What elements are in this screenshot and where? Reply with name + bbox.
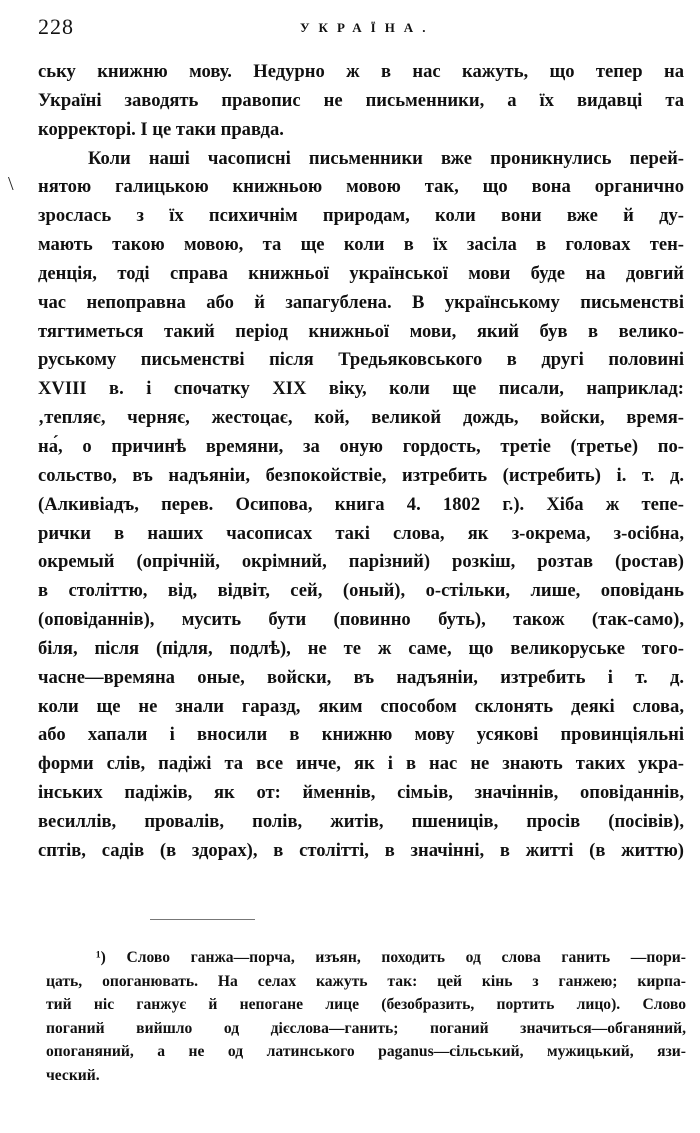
- body-line: (Алкивіадъ, перев. Осипова, книга 4. 1802 г.). Хіба ж тепе-: [38, 493, 684, 515]
- body-line: ‚тепляє, черняє, жестоцає, кой, великой дождь, войски, время-: [38, 407, 684, 429]
- body-line: в століттю, від, відвіт, сей, (оный), о-стільки, лише, оповідань: [38, 580, 684, 602]
- body-line: Коли наші часописні письменники вже проникнулись перей-: [88, 147, 684, 169]
- footnote-line: ¹) Слово ганжа—порча, изъян, походить од слова ганить —пори-: [96, 949, 686, 966]
- body-line: нятою галицькою книжньою мовою так, що вона органично: [38, 176, 684, 198]
- body-line: XVIII в. і спочатку XIX віку, коли ще писали, наприклад:: [38, 378, 684, 400]
- body-line: окремый (опрічній, окрімний, парізний) розкіш, розтав (ростав): [38, 551, 684, 573]
- footnote-line: цать, опоганювать. На селах кажуть так: цей кінь з ганжею; кирпа-: [46, 972, 686, 990]
- body-line: сольство, въ надъяніи, безпокойствіе, изтребить (истребить) і. т. д.: [38, 464, 684, 486]
- body-line: час непоправна або й запагублена. В українському письменстві: [38, 291, 684, 313]
- page-number: 228: [38, 14, 74, 39]
- body-line: коли ще не знали гаразд, яким способом склонять деякі слова,: [38, 695, 684, 717]
- body-line: ську книжню мову. Недурно ж в нас кажуть, що тепер на: [38, 61, 684, 82]
- body-line: (оповіданнів), мусить бути (повинно буть), також (так-само),: [38, 609, 684, 631]
- body-line: інських падіжів, як от: йменнів, сімьів, значіннів, оповіданнів,: [38, 782, 684, 804]
- page-header: [0, 14, 700, 42]
- footnote-divider: [150, 919, 255, 920]
- body-line: зрослась з їх психичнім природам, коли вони вже й ду-: [38, 205, 684, 227]
- body-line: весиллів, провалів, полів, житів, пшениців, просів (посівів),: [38, 810, 684, 832]
- body-line: часне—времяна оные, войски, въ надъяніи, изтребить і т. д.: [38, 666, 684, 688]
- running-title: УКРАЇНА.: [300, 20, 435, 35]
- body-line: на́, о причинѣ времяни, за оную гордость, третіе (третье) по-: [38, 435, 684, 457]
- footnote-line: тий ніс ганжує й непогане лице (безобразить, портить лицо). Слово: [46, 996, 686, 1013]
- body-line: тягтиметься такий період книжньої мови, який був в велико-: [38, 320, 684, 342]
- body-line: форми слів, падіжі та все инче, як і в нас не знають таких укра-: [38, 753, 684, 775]
- body-line: сптів, садів (в здорах), в столітті, в значінні, в житті (в життю): [38, 839, 684, 861]
- footnote-line: поганий вийшло од дієслова—ганить; поганий значиться—обганяний,: [46, 1019, 686, 1037]
- body-text: [38, 58, 684, 866]
- body-line: денція, тоді справа книжньої української мови буде на довгий: [38, 262, 684, 284]
- body-line: рички в наших часописах такі слова, як з-окрема, з-осібна,: [38, 522, 684, 544]
- body-line: руському письменстві після Тредьяковського в другі половині: [38, 349, 684, 371]
- body-line: Україні заводять правопис не письменники, а їх видавці та: [38, 89, 684, 111]
- margin-mark: \: [8, 173, 14, 195]
- body-line: мають такою мовою, та ще коли в їх засіла в головах тен-: [38, 234, 684, 256]
- footnote-line: ческий.: [46, 1066, 100, 1084]
- body-line: біля, після (підля, подлѣ), не те ж саме, що великоруське тогo-: [38, 637, 684, 659]
- body-line: або хапали і вносили в книжню мову усякові провинціяльні: [38, 724, 684, 746]
- footnote: [46, 946, 686, 1087]
- body-line: корректорі. І це таки правда.: [38, 118, 284, 140]
- footnote-line: опоганяний, а не од латинського paganus—сільський, мужицький, язи-: [46, 1043, 686, 1060]
